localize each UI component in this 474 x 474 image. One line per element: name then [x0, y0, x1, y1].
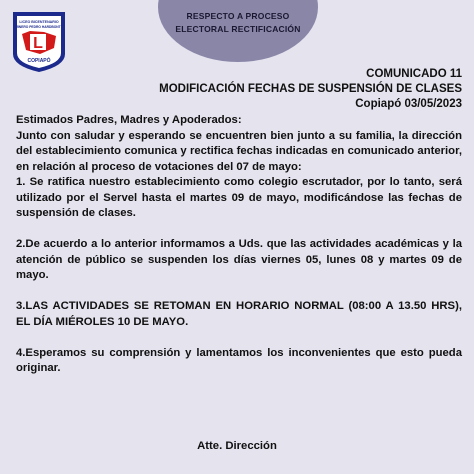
communique-header: [159, 67, 462, 112]
point-4: 4.Esperamos su comprensión y lamentamos los inconvenientes que esto pueda originar.: [16, 346, 462, 374]
letter-body: [16, 113, 462, 377]
banner-text: [158, 10, 318, 36]
communique-date: Copiapó 03/05/2023: [355, 98, 462, 110]
school-logo: [10, 10, 68, 74]
logo-name-line-1: LICEO BICENTENARIO: [19, 20, 59, 24]
title-banner: [158, 0, 318, 62]
point-1: 1. Se ratifica nuestro establecimiento como colegio escrutador, por lo tanto, será utilizado por el Servel hasta el martes 09 de mayo, modificándose las fechas de suspensión de clases.: [16, 176, 462, 219]
greeting: Estimados Padres, Madres y Apoderados:: [16, 114, 242, 126]
spacer: [16, 284, 462, 300]
signature: Atte. Dirección: [197, 440, 277, 452]
banner-line-2: ELECTORAL RECTIFICACIÓN: [175, 24, 301, 34]
spacer: [16, 330, 462, 346]
banner-line-1: RESPECTO A PROCESO: [186, 11, 290, 21]
logo-name-line-2: MINERO PEDRO HARDBONTY: [15, 25, 63, 29]
point-3: 3.LAS ACTIVIDADES SE RETOMAN EN HORARIO NORMAL (08:00 A 13.50 HRS), EL DÍA MIÉROLES 10 DE MAYO.: [16, 300, 462, 328]
logo-letter: L: [33, 35, 43, 52]
communique-number: COMUNICADO 11: [366, 68, 462, 80]
spacer: [16, 222, 462, 238]
intro-paragraph: Junto con saludar y esperando se encuentren bien junto a su familia, la dirección del establecimiento comunica y rectifica fechas indicadas en comunicado anterior, en relación al proceso de votaciones del 07 de mayo:: [16, 129, 462, 173]
logo-city: COPIAPÓ: [27, 58, 51, 64]
point-2: 2.De acuerdo a lo anterior informamos a Uds. que las actividades académicas y la atención de público se suspenden los días viernes 05, lunes 08 y martes 09 de mayo.: [16, 238, 462, 281]
communique-subject: MODIFICACIÓN FECHAS DE SUSPENSIÓN DE CLASES: [159, 83, 462, 95]
